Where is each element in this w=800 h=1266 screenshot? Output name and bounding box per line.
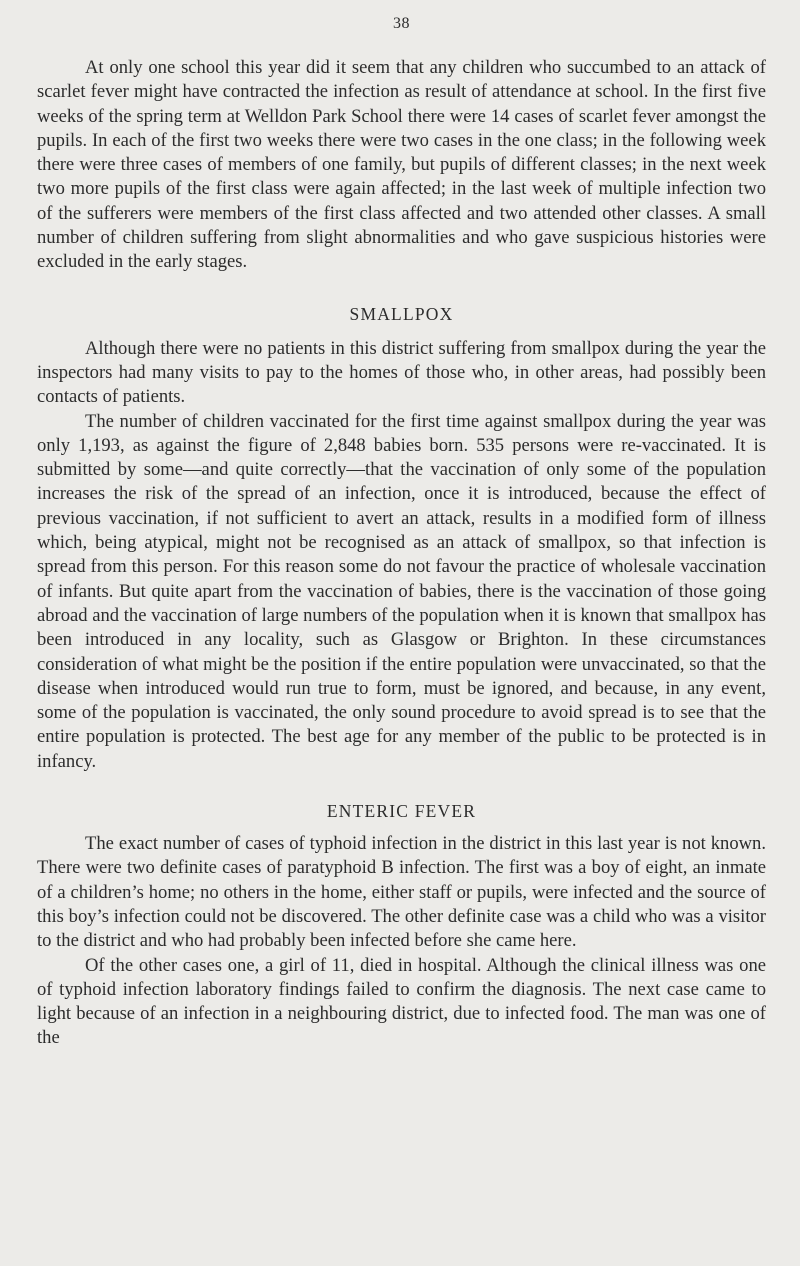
smallpox-paragraph-2: The number of children vaccinated for the first time against smallpox during the year was only 1,193, as against the figure of 2,848 babies born. 535 persons were re-vaccinated. It is submitted by some—and quite correctly—that the vaccination of only some of the population increases the risk of the spread of an infection, once it is introduced, because the effect of previous vaccination, if not sufficient to avert an attack, results in a modified form of illness which, being atypical, might not be recognised as an attack of smallpox, so that infection is spread from this person. For this reason some do not favour the practice of wholesale vaccination of infants. But quite apart from the vaccination of babies, there is the vaccination of those going abroad and the vaccination of large numbers of the population when it is known that smallpox has been introduced in any locality, such as Glasgow or Brighton. In these circumstances consideration of what might be the position if the entire population were unvaccinated, so that the disease when introduced would run true to form, must be ignored, and because, in any event, some of the population is vaccinated, the only sound procedure to avoid spread is to see that the entire population is protected. The best age for any member of the public to be protected is in infancy. <box>37 410 766 772</box>
smallpox-heading: SMALLPOX <box>349 303 454 324</box>
scarlet-fever-paragraph: At only one school this year did it seem that any children who succumbed to an attack of scarlet fever might have contracted the infection as result of attendance at school. In the first five weeks of the spring term at Welldon Park School there were 14 cases of scarlet fever amongst the pupils. In each of the first two weeks there were two cases in the one class; in the following week there were three cases of members of one family, but pupils of different classes; in the next week two more pupils of the first class were again affected; in the last week of multiple infection two of the sufferers were members of the first class affected and two attended other classes. A small number of children suffering from slight abnormalities and who gave suspicious histories were excluded in the early stages. <box>37 57 766 273</box>
enteric-fever-heading: ENTERIC FEVER <box>326 801 477 822</box>
enteric-paragraph-1: The exact number of cases of typhoid infection in the district in this last year is not known. There were two definite cases of paratyphoid B infection. The first was a boy of eight, an inmate of a children’s home; no others in the home, either staff or pupils, were infected and the source of this boy’s infection could not be discovered. The other definite case was a child who was a visitor to the district and who had probably been infected before she came here. <box>37 833 766 952</box>
smallpox-paragraph-1: Although there were no patients in this district suffering from smallpox during the year the inspectors had many visits to pay to the homes of those who, in other areas, had possibly been contacts of patients. <box>37 337 766 408</box>
enteric-paragraph-2: Of the other cases one, a girl of 11, died in hospital. Although the clinical illness was one of typhoid infection laboratory findings failed to confirm the diagnosis. The next case came to light because of an infection in a neighbouring district, due to infected food. The man was one of the <box>37 954 766 1049</box>
page-number: 38 <box>393 15 410 32</box>
